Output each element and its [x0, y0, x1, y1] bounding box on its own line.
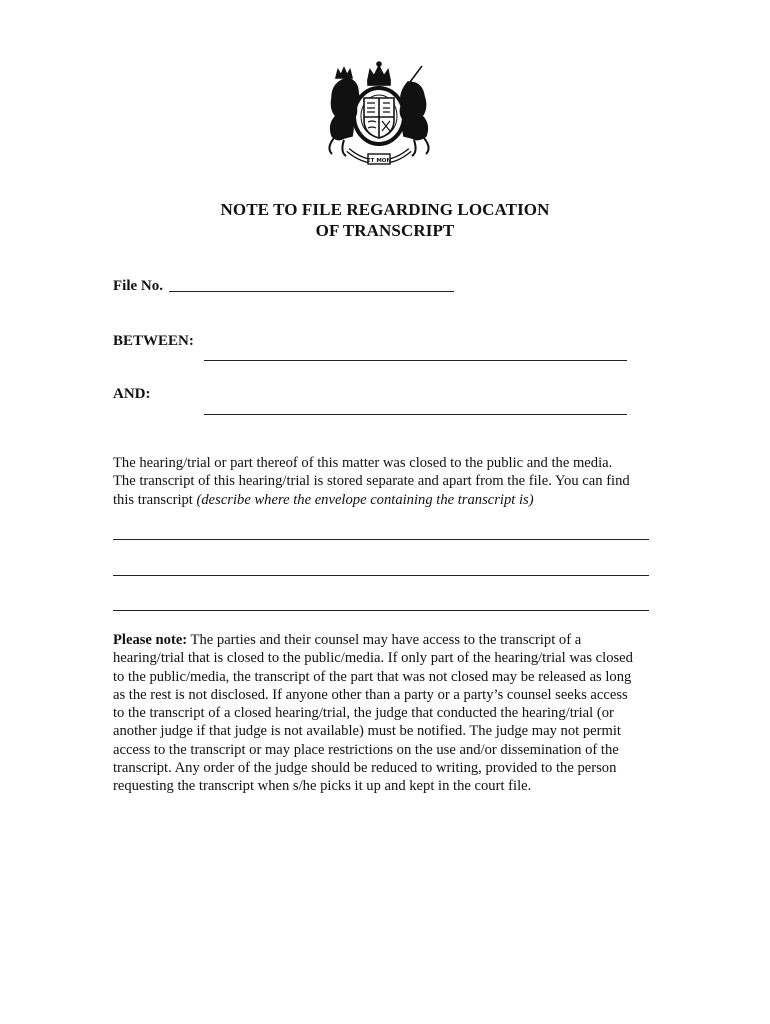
note-line-9: requesting the transcript when s/he picks it up and kept in the court file. — [113, 778, 532, 795]
closure-line-3-plain: this transcript — [113, 491, 197, 508]
note-line-3: to the public/media, the transcript of the part that was not closed may be released as long — [113, 668, 632, 685]
crest-ribbon-text: ET MON — [366, 158, 392, 164]
closure-paragraph — [113, 454, 658, 509]
document-title-line-2: OF TRANSCRIPT — [315, 221, 455, 240]
file-no-label: File No. — [113, 278, 163, 294]
closure-line-1: The hearing/trial or part thereof of this matter was closed to the public and the media. — [113, 455, 613, 471]
between-field[interactable] — [204, 360, 627, 361]
between-label: BETWEEN: — [113, 333, 194, 349]
note-line-5: to the transcript of a closed hearing/trial, the judge that conducted the hearing/trial (or — [113, 705, 614, 722]
closure-line-3 — [113, 491, 658, 509]
location-line-2[interactable] — [113, 575, 649, 576]
and-label: AND: — [113, 386, 151, 402]
location-line-1[interactable] — [113, 539, 649, 540]
closure-line-3-instruction: (describe where the envelope containing the transcript is) — [196, 491, 534, 508]
note-line-2: hearing/trial that is closed to the public/media. If only part of the hearing/trial was closed — [113, 650, 633, 667]
location-line-3[interactable] — [113, 610, 649, 611]
and-field[interactable] — [204, 414, 627, 415]
please-note-paragraph — [113, 631, 658, 796]
note-line-8: transcript. Any order of the judge should be reduced to writing, provided to the person — [113, 760, 617, 777]
note-line-1-text: The parties and their counsel may have access to the transcript of a — [187, 632, 582, 648]
document-title-line-1: NOTE TO FILE REGARDING LOCATION — [220, 200, 550, 219]
note-line-6: another judge if that judge is not available) must be notified. The judge may not permit — [113, 723, 621, 740]
royal-coat-of-arms-icon — [318, 58, 440, 170]
note-label: Please note: — [113, 632, 188, 648]
note-line-7: access to the transcript or may place restrictions on the use and/or dissemination of the — [113, 741, 619, 758]
file-no-field[interactable] — [169, 291, 454, 292]
note-line-4: as the rest is not disclosed. If anyone other than a party or a party’s counsel seeks access — [113, 686, 628, 703]
closure-line-2: The transcript of this hearing/trial is stored separate and apart from the file. You can find — [113, 473, 630, 490]
note-line-1 — [113, 631, 658, 649]
